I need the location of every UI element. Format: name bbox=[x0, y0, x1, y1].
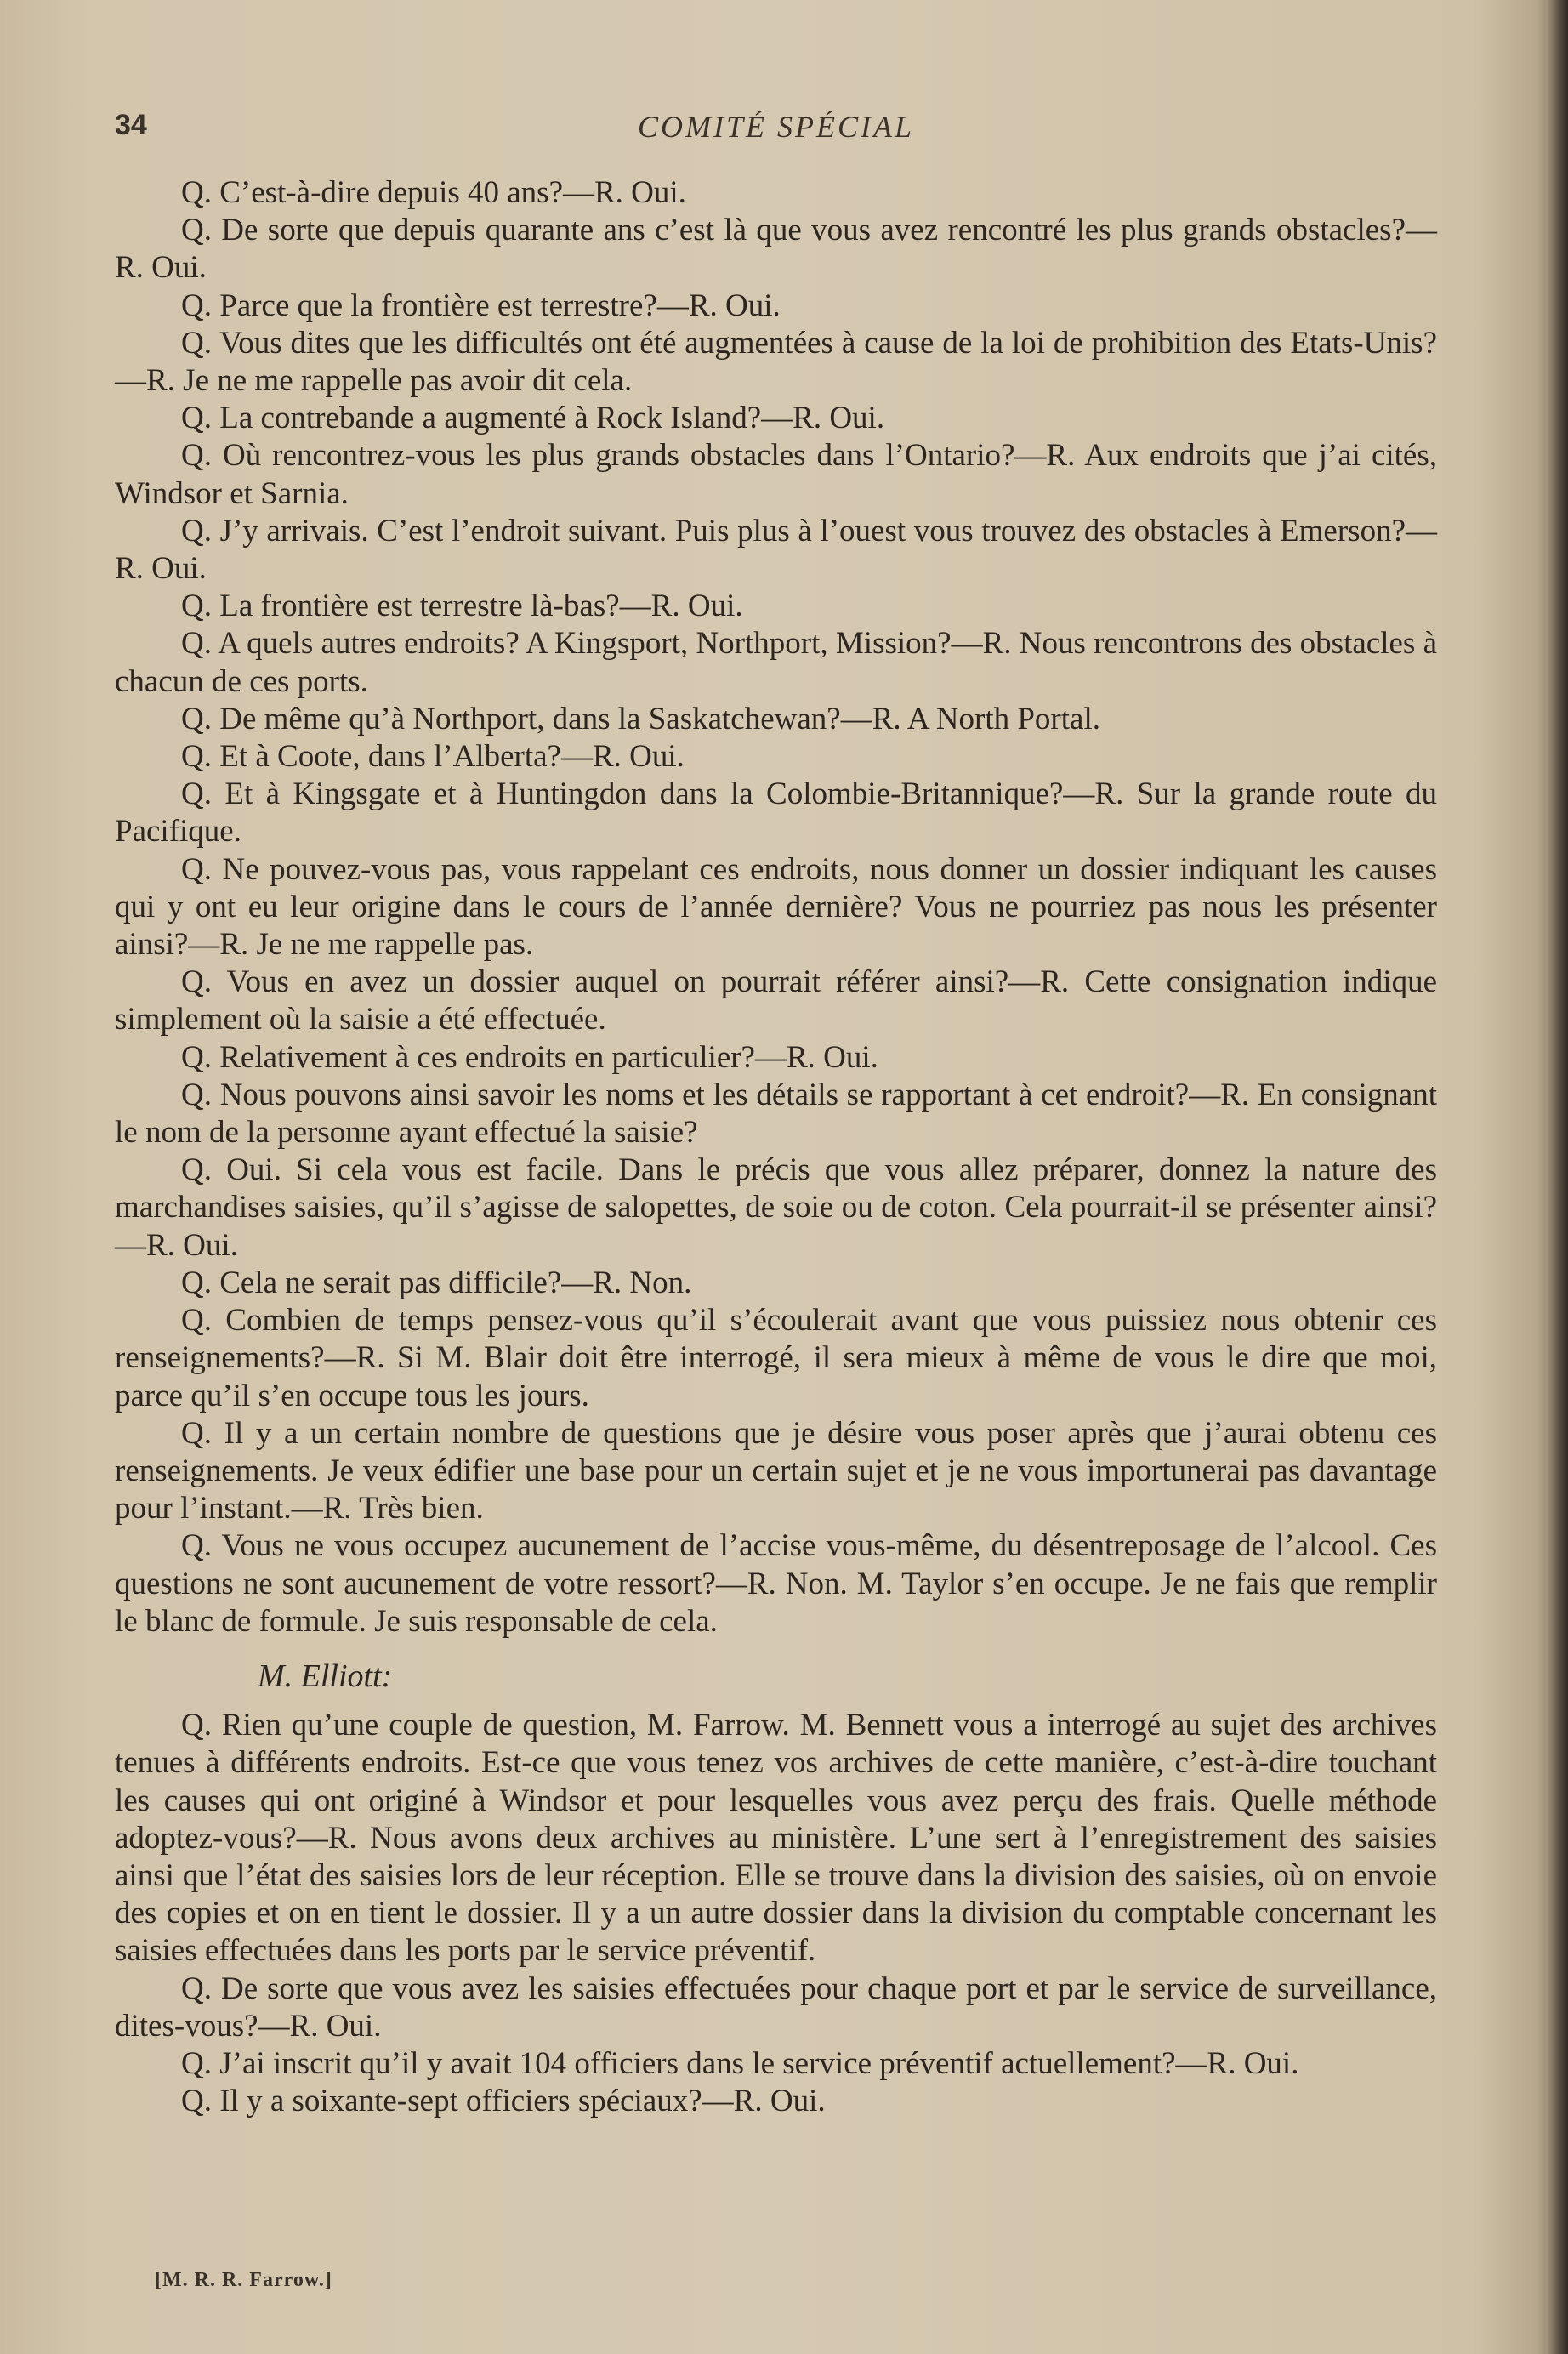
running-title: COMITÉ SPÉCIAL bbox=[638, 110, 914, 144]
book-spine-shadow bbox=[1546, 0, 1568, 2354]
paragraph: Q. Il y a soixante-sept officiers spéciaux?—R. Oui. bbox=[181, 2084, 826, 2119]
paragraph: Q. C’est-à-dire depuis 40 ans?—R. Oui. bbox=[181, 175, 686, 210]
paragraph: Q. Nous pouvons ainsi savoir les noms et les détails se rapportant à cet endroit?—R. En consignant le nom de la personne ayant effectué la saisie? bbox=[115, 1077, 1437, 1151]
paragraph: Q. De même qu’à Northport, dans la Saskatchewan?—R. A North Portal. bbox=[181, 701, 1100, 736]
paragraph: Q. De sorte que vous avez les saisies effectuées pour chaque port et par le service de surveillance, dites-vous?—R. Oui. bbox=[115, 1970, 1437, 2044]
paragraph: Q. J’y arrivais. C’est l’endroit suivant. Puis plus à l’ouest vous trouvez des obstacles à Emerson?—R. Oui. bbox=[115, 513, 1437, 587]
paragraph: Q. Relativement à ces endroits en particulier?—R. Oui. bbox=[181, 1039, 878, 1075]
paragraph: Q. Vous ne vous occupez aucunement de l’accise vous-même, du désentreposage de l’alcool. Ces questions ne sont aucunement de votre ressort?—R. Non. M. Taylor s’en occupe. Je ne fais que remplir le blanc de formule. Je suis responsable de cela. bbox=[115, 1528, 1437, 1639]
paragraph: Q. Vous en avez un dossier auquel on pourrait référer ainsi?—R. Cette consignation indique simplement où la saisie a été effectuée. bbox=[115, 964, 1437, 1038]
paragraph: Q. Il y a un certain nombre de questions que je désire vous poser après que j’aurai obtenu ces renseignements. Je veux édifier une base pour un certain sujet et je ne vous importunerai pas davantage pour l’instant.—R. Très bien. bbox=[115, 1415, 1437, 1527]
paragraph: Q. La frontière est terrestre là-bas?—R. Oui. bbox=[181, 588, 743, 624]
paragraph: Q. La contrebande a augmenté à Rock Island?—R. Oui. bbox=[181, 401, 885, 436]
paragraph: Q. De sorte que depuis quarante ans c’est là que vous avez rencontré les plus grands obstacles?—R. Oui. bbox=[115, 213, 1437, 286]
paragraph: Q. Et à Coote, dans l’Alberta?—R. Oui. bbox=[181, 739, 685, 775]
paragraph: Q. Et à Kingsgate et à Huntingdon dans la Colombie-Britannique?—R. Sur la grande route du Pacifique. bbox=[115, 776, 1437, 850]
paragraph: Q. J’ai inscrit qu’il y avait 104 officiers dans le service préventif actuellement?—R. Oui. bbox=[181, 2045, 1299, 2081]
paragraph: Q. Oui. Si cela vous est facile. Dans le précis que vous allez préparer, donnez la nature des marchandises saisies, qu’il s’agisse de salopettes, de soie ou de coton. Cela pourrait-il se présenter ainsi?—R. Oui. bbox=[115, 1152, 1437, 1263]
page-header bbox=[115, 109, 1437, 151]
paragraph: Q. Où rencontrez-vous les plus grands obstacles dans l’Ontario?—R. Aux endroits que j’ai cités, Windsor et Sarnia. bbox=[115, 438, 1437, 511]
paragraph: Q. Parce que la frontière est terrestre?—R. Oui. bbox=[181, 287, 781, 323]
paragraph: Q. Vous dites que les difficultés ont été augmentées à cause de la loi de prohibition des Etats-Unis?—R. Je ne me rappelle pas avoir dit cela. bbox=[115, 325, 1437, 399]
page-body bbox=[115, 174, 1437, 2120]
page-number: 34 bbox=[115, 109, 147, 141]
paragraph: Q. Rien qu’une couple de question, M. Farrow. M. Bennett vous a interrogé au sujet des archives tenues à différents endroits. Est-ce que vous tenez vos archives de cette manière, c’est-à-dire touchant les causes qui ont originé à Windsor et pour lesquelles vous avez perçu des frais. Quelle méthode adoptez-vous?—R. Nous avons deux archives au ministère. L’une sert à l’enregistrement des saisies ainsi que l’état des saisies lors de leur réception. Elle se trouve dans la division des saisies, où on envoie des copies et on en tient le dossier. Il y a un autre dossier dans la division du comptable concernant les saisies effectuées dans les ports par le service préventif. bbox=[115, 1708, 1437, 1969]
paragraph: Q. Cela ne serait pas difficile?—R. Non. bbox=[181, 1265, 692, 1300]
paragraph: Q. Combien de temps pensez-vous qu’il s’écoulerait avant que vous puissiez nous obtenir ces renseignements?—R. Si M. Blair doit être interrogé, il sera mieux à même de vous le dire que moi, parce qu’il s’en occupe tous les jours. bbox=[115, 1303, 1437, 1413]
speaker-heading: M. Elliott: bbox=[258, 1657, 393, 1694]
paragraph: Q. A quels autres endroits? A Kingsport, Northport, Mission?—R. Nous rencontrons des obstacles à chacun de ces ports. bbox=[115, 626, 1437, 699]
page-footer-witness: [M. R. R. Farrow.] bbox=[155, 2269, 332, 2291]
paragraph: Q. Ne pouvez-vous pas, vous rappelant ces endroits, nous donner un dossier indiquant les causes qui y ont eu leur origine dans le cours de l’année dernière? Vous ne pourriez pas nous les présenter ainsi?—R. Je ne me rappelle pas. bbox=[115, 851, 1437, 963]
